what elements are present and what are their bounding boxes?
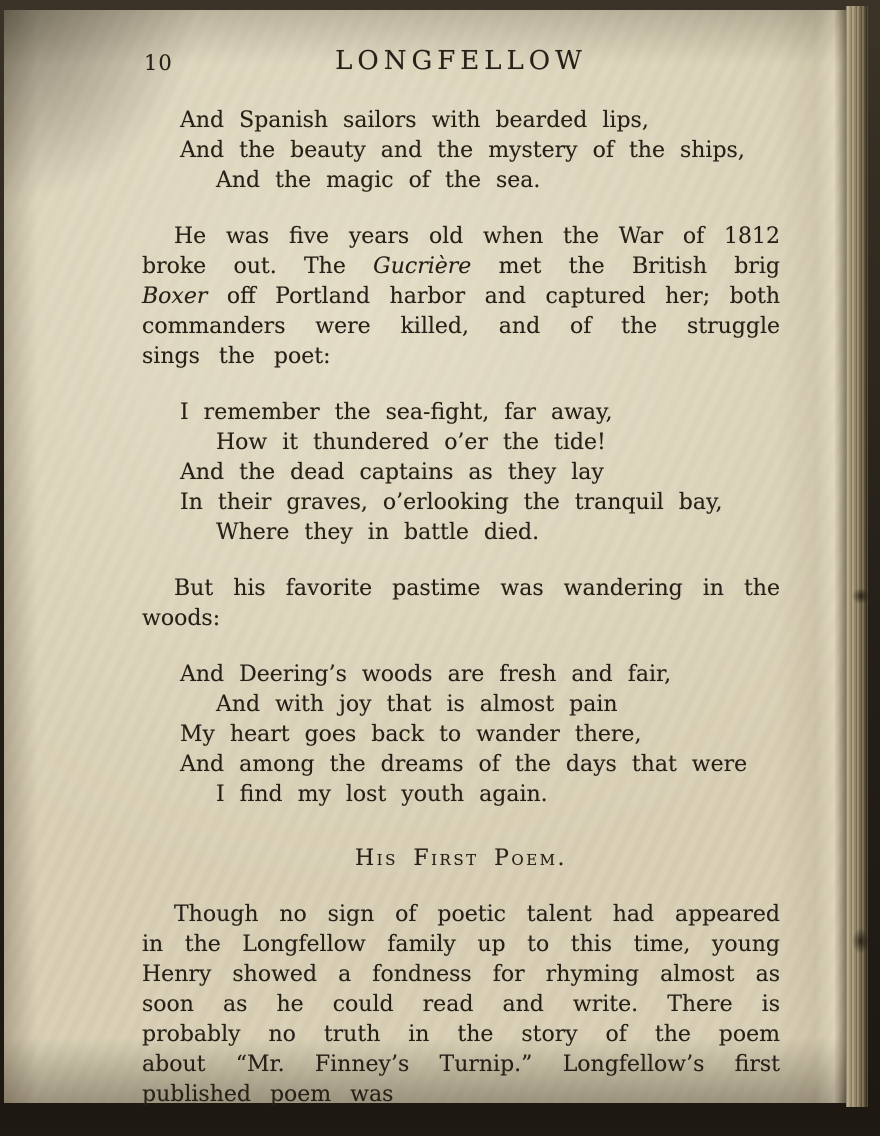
ship-name-boxer-italic: Boxer [142, 284, 208, 309]
poem-line: How it thundered o’er the tide! [216, 430, 606, 455]
poem-line: Where they in battle died. [216, 520, 540, 545]
book-page [4, 10, 846, 1107]
section-heading-his-first-poem: His First Poem. [354, 846, 568, 871]
paragraph-favorite-pastime: But his favorite pastime was wandering in the woods: [142, 576, 780, 631]
poem-excerpt-deerings-woods [180, 660, 780, 810]
poem-line: And among the dreams of the days that were [180, 752, 748, 777]
page-header [142, 46, 780, 80]
page-number: 10 [144, 51, 173, 75]
poem-line: My heart goes back to wander there, [180, 722, 642, 747]
poem-excerpt-ships [180, 106, 780, 196]
poem-line: And with joy that is almost pain [216, 692, 618, 717]
page-edge-mark [852, 928, 870, 954]
paragraph-text: off Portland harbor and captured her; both commanders were killed, and of the struggle sings the poet: [142, 284, 780, 369]
poem-excerpt-sea-fight [180, 398, 780, 548]
paragraph-text: met the British brig [471, 254, 780, 279]
ship-name-guerriere-italic: Gucrière [373, 254, 472, 279]
page-text-block [142, 46, 780, 1136]
poem-line: And the dead captains as they lay [180, 460, 604, 485]
poem-line: And Spanish sailors with bearded lips, [180, 108, 649, 133]
paragraph-first-poem: Though no sign of poetic talent had appeared in the Longfellow family up to this time, young Henry showed a fondness for rhyming almost as soon as he could read and write. There is probably no truth in the story of the poem about “Mr. Finney’s Turnip.” Longfellow’s first published poem was [142, 902, 780, 1107]
page-edge-mark [852, 588, 870, 604]
paragraph-war-of-1812 [142, 222, 780, 372]
poem-line: And the magic of the sea. [216, 168, 541, 193]
poem-line: In their graves, o’erlooking the tranquil bay, [180, 490, 723, 515]
poem-line: And the beauty and the mystery of the ships, [180, 138, 745, 163]
poem-line: I find my lost youth again. [216, 782, 548, 807]
poem-line: And Deering’s woods are fresh and fair, [180, 662, 672, 687]
paragraph-text: He was five years old when the War of 1812 broke out. The [142, 224, 780, 279]
running-header: LONGFELLOW [335, 46, 587, 76]
poem-line: I remember the sea-fight, far away, [180, 400, 613, 425]
